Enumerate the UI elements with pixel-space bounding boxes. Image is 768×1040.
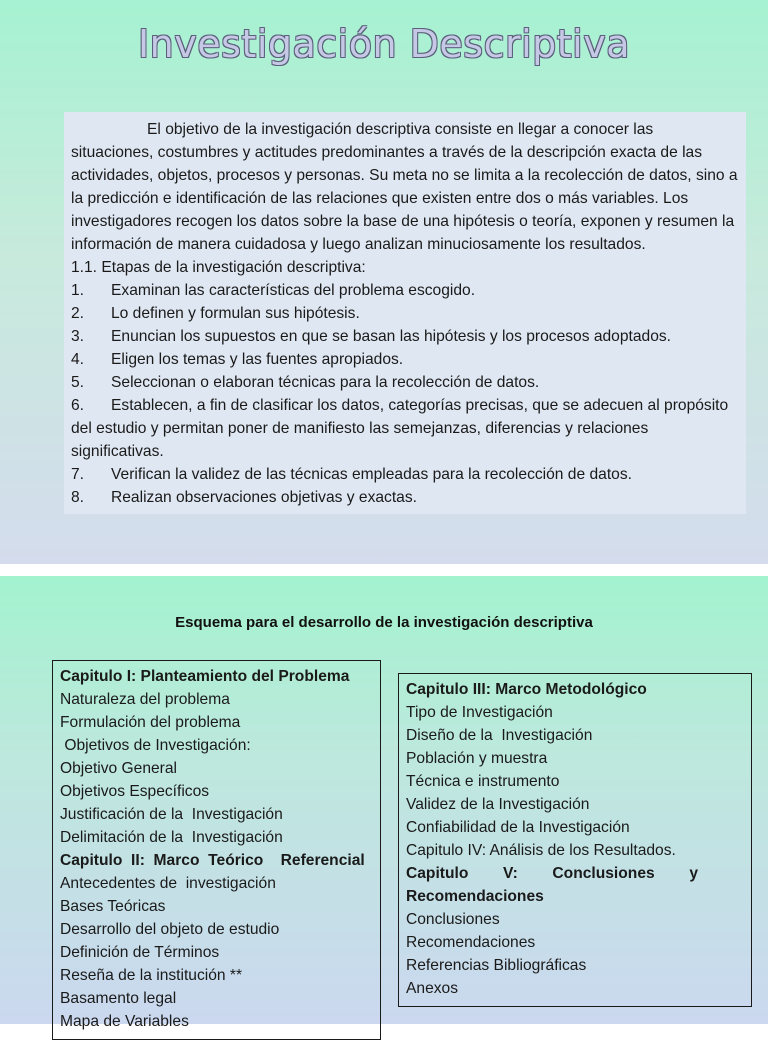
outline-item: Objetivos Específicos — [60, 783, 210, 800]
intro-first-line: El objetivo de la investigación descriptiva consiste en llegar a conocer las — [147, 121, 654, 138]
outline-item: Mapa de Variables — [60, 1013, 189, 1030]
chapter-heading: Capitulo II: Marco Teórico Referencial — [60, 852, 365, 869]
stage-number: 4. — [71, 351, 85, 368]
outline-item: Validez de la Investigación — [406, 796, 590, 813]
chapter-heading: Capitulo V: Conclusiones y — [406, 865, 698, 882]
outline-item: Diseño de la Investigación — [406, 727, 593, 744]
stage-item — [71, 302, 740, 325]
slide-title: Investigación Descriptiva — [137, 22, 631, 66]
outline-item: Basamento legal — [60, 990, 177, 1007]
outline-item: Capitulo IV: Análisis de los Resultados. — [406, 842, 676, 859]
stages-list — [71, 279, 740, 509]
outline-item: Anexos — [406, 980, 459, 997]
outline-item: Conclusiones — [406, 911, 500, 928]
stage-text: Verifican la validez de las técnicas empleadas para la recolección de datos. — [111, 466, 632, 483]
stage-number: 6. — [71, 397, 85, 414]
chapter-heading: Capitulo III: Marco Metodológico — [406, 681, 647, 698]
stage-text: Seleccionan o elaboran técnicas para la recolección de datos. — [111, 374, 540, 391]
stage-text: Examinan las características del problema escogido. — [111, 282, 476, 299]
intro-paragraph: situaciones, costumbres y actitudes predominantes a través de la descripción exacta de las actividades, objetos, procesos y personas. Su meta no se limita a la recolección de datos, sino a la predicción e identificación de las relaciones que existen entre dos o más variables. Los investigadores recogen los datos sobre la base de una hipótesis o teoría, exponen y resumen la información de manera cuidadosa y luego analizan minuciosamente los resultados. — [71, 144, 738, 253]
outline-item: Bases Teóricas — [60, 898, 166, 915]
stage-item — [71, 394, 740, 463]
outline-item: Objetivo General — [60, 760, 178, 777]
outline-item: Tipo de Investigación — [406, 704, 553, 721]
outline-item: Técnica e instrumento — [406, 773, 560, 790]
stage-number: 7. — [71, 466, 85, 483]
outline-box-right — [398, 673, 752, 1007]
outline-item: Recomendaciones — [406, 934, 536, 951]
stage-number: 3. — [71, 328, 85, 345]
outline-item: Referencias Bibliográficas — [406, 957, 587, 974]
stage-text: Establecen, a fin de clasificar los datos, categorías precisas, que se adecuen al propósito del estudio y permitan poner de manifiesto las semejanzas, diferencias y relaciones significativas. — [71, 397, 729, 460]
stage-text: Lo definen y formulan sus hipótesis. — [111, 305, 360, 322]
stage-item — [71, 463, 740, 486]
outline-item: Objetivos de Investigación: — [60, 737, 251, 754]
stage-item — [71, 348, 740, 371]
outline-item: Definición de Términos — [60, 944, 220, 961]
stage-number: 5. — [71, 374, 85, 391]
chapter-heading-continued: Recomendaciones — [406, 888, 544, 905]
outline-item: Población y muestra — [406, 750, 548, 767]
chapter-heading: Capitulo I: Planteamiento del Problema — [60, 668, 350, 685]
content-textbox — [64, 112, 746, 514]
stages-heading: 1.1. Etapas de la investigación descriptiva: — [71, 259, 366, 276]
outline-item: Justificación de la Investigación — [60, 806, 283, 823]
slide-separator — [0, 564, 768, 576]
stage-number: 8. — [71, 489, 85, 506]
outline-item: Formulación del problema — [60, 714, 241, 731]
stage-item — [71, 371, 740, 394]
stage-text: Enuncian los supuestos en que se basan las hipótesis y los procesos adoptados. — [111, 328, 672, 345]
stage-item — [71, 486, 740, 509]
outline-item: Antecedentes de investigación — [60, 875, 276, 892]
outline-item: Reseña de la institución ** — [60, 967, 243, 984]
outline-item: Naturaleza del problema — [60, 691, 230, 708]
outline-box-left — [52, 660, 381, 1040]
stage-text: Eligen los temas y las fuentes apropiados. — [111, 351, 404, 368]
outline-item: Confiabilidad de la Investigación — [406, 819, 630, 836]
stage-item — [71, 325, 740, 348]
stage-item — [71, 279, 740, 302]
stage-number: 1. — [71, 282, 85, 299]
outline-item: Desarrollo del objeto de estudio — [60, 921, 280, 938]
schema-title: Esquema para el desarrollo de la investigación descriptiva — [175, 614, 593, 631]
stage-number: 2. — [71, 305, 85, 322]
outline-item: Delimitación de la Investigación — [60, 829, 283, 846]
stage-text: Realizan observaciones objetivas y exactas. — [111, 489, 417, 506]
slide-esquema — [0, 576, 768, 1030]
